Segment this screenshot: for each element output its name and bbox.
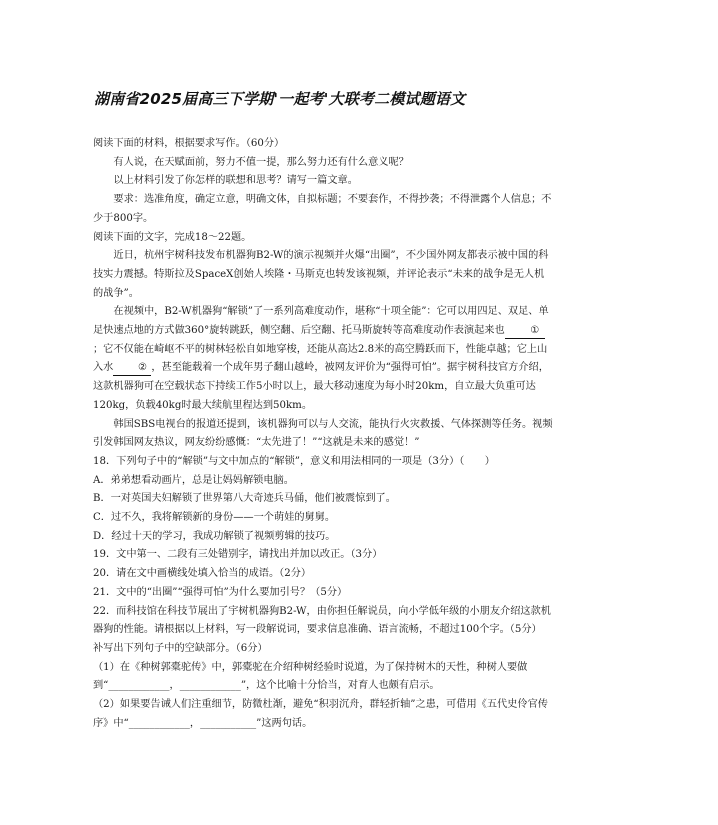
reading-paragraph-3: 韩国SBS电视台的报道还提到，该机器狗可以与人交流，能执行火灾救援、气体探测等任务。视频引发韩国网友热议，网友纷纷感慨：“太先进了！”“这就是未来的感觉！” [93,418,553,449]
fill-intro: 补写出下列句子中的空缺部分。（6分） [93,642,268,654]
question-18-option-b: B．一对英国夫妇解锁了世界第八大奇迹兵马俑，他们被震惊到了。 [93,493,396,505]
reading-intro: 阅读下面的文字，完成18～22题。 [93,231,252,243]
paragraph-2-part-a: 在视频中，B2-W机器狗“解锁”了一系列高难度动作，堪称“十项全能”：它可以用四足、双足、单足快速点地的方式做360°旋转跳跃，侧空翻、后空翻、托马斯旋转等高难度动作表演起来也 [93,306,549,337]
question-18-option-a: A．弟弟想看动画片，总是让妈妈解锁电脑。 [93,474,294,486]
writing-material: 有人说，在天赋面前，努力不值一提，那么努力还有什么意义呢？ [113,156,409,168]
question-18: 18．下列句子中的“解锁”与文中加点的“解锁”，意义和用法相同的一项是（3分）（ ） [93,455,495,467]
writing-requirements: 要求：选准角度，确定立意，明确文体，自拟标题；不要套作，不得抄袭；不得泄露个人信息；不少于800字。 [93,194,552,224]
question-20: 20．请在文中画横线处填入恰当的成语。（2分） [93,568,312,580]
question-18-option-d: D．经过十天的学习，我成功解锁了视频剪辑的技巧。 [93,530,336,542]
question-22: 22．而科技馆在科技节展出了宇树机器狗B2-W，由你担任解说员，向小学低年级的小朋友介绍这款机器狗的性能。请根据以上材料，写一段解说词，要求信息准确、语言流畅，不超过100个字。（5分） [93,605,551,636]
reading-paragraph-1: 近日，杭州宇树科技发布机器狗B2-W的演示视频并火爆“出圈”，不少国外网友都表示被中国的科技实力震撼。特斯拉及SpaceX创始人埃隆・马斯克也转发该视频，并评论表示“未来的战争是无人机的战争”。 [93,250,549,299]
writing-intro: 阅读下面的材料，根据要求写作。（60分） [93,138,285,149]
paragraph-2-part-c: ，甚至能载着一个成年男子翻山越岭，被网友评价为“强得可怕”。据宇树科技官方介绍，这款机器狗可在空载状态下持续工作5小时以上，最大移动速度为每小时20km，自立最大负重可达120kg，负载40kg时最大续航里程达到50km。 [93,362,549,411]
question-19: 19．文中第一、二段有三处错别字，请找出并加以改正。（3分） [93,549,383,561]
writing-prompt: 以上材料引发了你怎样的联想和思考？请写一篇文章。 [113,175,358,187]
blank-1: ① [505,324,545,339]
fill-item-1: （1）在《种树郭橐驼传》中，郭橐驼在介绍种树经验时说道，为了保持树木的天性，种树人要做到“____________，____________”，这个比喻十分恰当，对育人也颇有启示。 [93,661,528,692]
document-body [93,135,553,734]
paragraph-2-part-b: ；它不仅能在崎岖不平的树林轻松自如地穿梭，还能从高达2.8米的高空腾跃而下，性能卓越；它上山入水 [93,343,548,374]
question-18-option-c: C．过不久，我将解锁新的身份——一个萌娃的舅舅。 [93,512,336,524]
blank-2: ② [113,361,151,376]
reading-paragraph-2 [93,303,553,415]
question-21: 21．文中的“出圈”“强得可怕”为什么要加引号？（5分） [93,586,348,598]
fill-item-2: （2）如果要告诫人们注重细节，防微杜渐，避免“积羽沉舟，群轻折轴”之患，可借用《五代史伶官传序》中“____________，___________”这两句话。 [93,699,548,729]
document-title: 湖南省2025届高三下学期'一起考'大联考二模试题语文 [94,90,466,108]
